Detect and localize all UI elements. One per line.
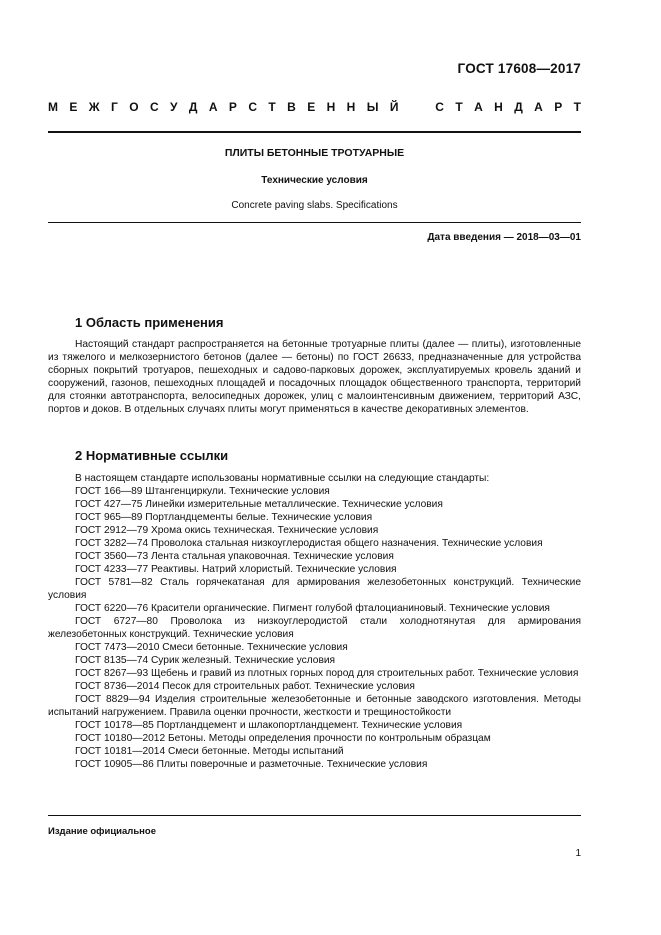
banner-letter: В: [287, 100, 296, 114]
banner-letter: Д: [188, 100, 198, 114]
banner-letter: С: [435, 100, 444, 114]
banner-letter: А: [474, 100, 483, 114]
banner-letter: С: [149, 100, 159, 114]
reference-item: ГОСТ 6220—76 Красители органические. Пигмент голубой фталоцианиновый. Технические условия: [75, 603, 550, 614]
reference-item: ГОСТ 5781—82 Сталь горячекатаная для армирования железобетонных конструкций. Технические условия: [48, 577, 581, 601]
reference-item: ГОСТ 2912—79 Хрома окись техническая. Технические условия: [75, 525, 379, 536]
references-intro: В настоящем стандарте использованы нормативные ссылки на следующие стандарты:: [75, 473, 490, 484]
banner-letter: А: [208, 100, 218, 114]
reference-item: ГОСТ 10905—86 Плиты поверочные и разметочные. Технические условия: [75, 759, 428, 770]
reference-item: ГОСТ 8135—74 Сурик железный. Технические условия: [75, 655, 336, 666]
banner-letter: Й: [389, 100, 399, 114]
reference-item: ГОСТ 6727—80 Проволока из низкоуглеродистой стали холоднотянутая для армирования железобетонных конструкций. Технические условия: [48, 616, 581, 640]
references-list: [48, 472, 581, 771]
reference-item: ГОСТ 7473—2010 Смеси бетонные. Технические условия: [75, 642, 348, 653]
reference-item: ГОСТ 3282—74 Проволока стальная низкоуглеродистая общего назначения. Технические условия: [75, 538, 543, 549]
footer-rule: [48, 815, 581, 816]
banner-letter: Г: [111, 100, 118, 114]
banner-letter: Р: [228, 100, 237, 114]
banner-letter: Т: [455, 100, 463, 114]
reference-item: ГОСТ 427—75 Линейки измерительные металлические. Технические условия: [75, 499, 443, 510]
banner-letter: Т: [268, 100, 276, 114]
banner-letter: Н: [326, 100, 336, 114]
reference-item: ГОСТ 4233—77 Реактивы. Натрий хлористый. Технические условия: [75, 564, 397, 575]
banner-letter: Н: [494, 100, 503, 114]
banner-letter: А: [534, 100, 543, 114]
document-subtitle: Технические условия: [261, 175, 368, 186]
reference-item: ГОСТ 10181—2014 Смеси бетонные. Методы испытаний: [75, 746, 344, 757]
reference-item: ГОСТ 8829—94 Изделия строительные железобетонные и бетонные заводского изготовления. Методы испытаний нагружением. Правила оценки прочности, жесткости и трещиностойкости: [48, 694, 581, 718]
document-title: ПЛИТЫ БЕТОННЫЕ ТРОТУАРНЫЕ: [224, 147, 405, 159]
banner-letter: Ж: [88, 100, 100, 114]
reference-item: ГОСТ 10180—2012 Бетоны. Методы определения прочности по контрольным образцам: [75, 733, 491, 744]
reference-item: ГОСТ 8267—93 Щебень и гравий из плотных горных пород для строительных работ. Технические условия: [75, 668, 579, 679]
section-1-heading: 1 Область применения: [75, 315, 224, 330]
reference-item: ГОСТ 10178—85 Портландцемент и шлакопортландцемент. Технические условия: [75, 720, 463, 731]
banner-letter: Е: [307, 100, 316, 114]
title-rule: [48, 222, 581, 223]
page-number: 1: [575, 848, 581, 859]
reference-item: ГОСТ 965—89 Портландцементы белые. Технические условия: [75, 512, 373, 523]
interstate-standard-banner: [48, 100, 581, 114]
edition-note: Издание официальное: [48, 826, 156, 837]
banner-letter: Е: [69, 100, 78, 114]
document-english-title: Concrete paving slabs. Specifications: [231, 200, 398, 211]
banner-letter: Т: [573, 100, 581, 114]
reference-item: ГОСТ 3560—73 Лента стальная упаковочная. Технические условия: [75, 551, 394, 562]
section-1-text: Настоящий стандарт распространяется на бетонные тротуарные плиты (далее — плиты), изготовленные из тяжелого и мелкозернистого бетонов (далее — бетоны) по ГОСТ 26633, предназначенные для устройства сборных покрытий тротуаров, пешеходных и садово-парковых дорожек, эксплуатируемых кровель зданий и сооружений, газонов, пешеходных площадей и посадочных площадок общественного транспорта, территорий для стоянки автотранспорта, велосипедных дорожек, улиц с малоинтенсивным движением, территорий АЗС, портов и доков. В отдельных случаях плиты могут применяться в качестве декоративных элементов.: [48, 339, 581, 415]
reference-item: ГОСТ 166—89 Штангенциркули. Технические условия: [75, 486, 330, 497]
banner-letter: Д: [514, 100, 523, 114]
banner-letter: М: [48, 100, 58, 114]
banner-letter: С: [248, 100, 257, 114]
banner-letter: У: [170, 100, 178, 114]
gost-number: ГОСТ 17608—2017: [457, 61, 581, 76]
banner-gap: [410, 100, 424, 114]
introduction-date: Дата введения — 2018—03—01: [427, 232, 581, 243]
header-rule: [48, 131, 581, 133]
section-2-heading: 2 Нормативные ссылки: [75, 448, 229, 463]
banner-letter: Н: [346, 100, 356, 114]
banner-letter: Р: [554, 100, 563, 114]
reference-item: ГОСТ 8736—2014 Песок для строительных работ. Технические условия: [75, 681, 415, 692]
banner-letter: Ы: [366, 100, 379, 114]
banner-letter: О: [129, 100, 139, 114]
